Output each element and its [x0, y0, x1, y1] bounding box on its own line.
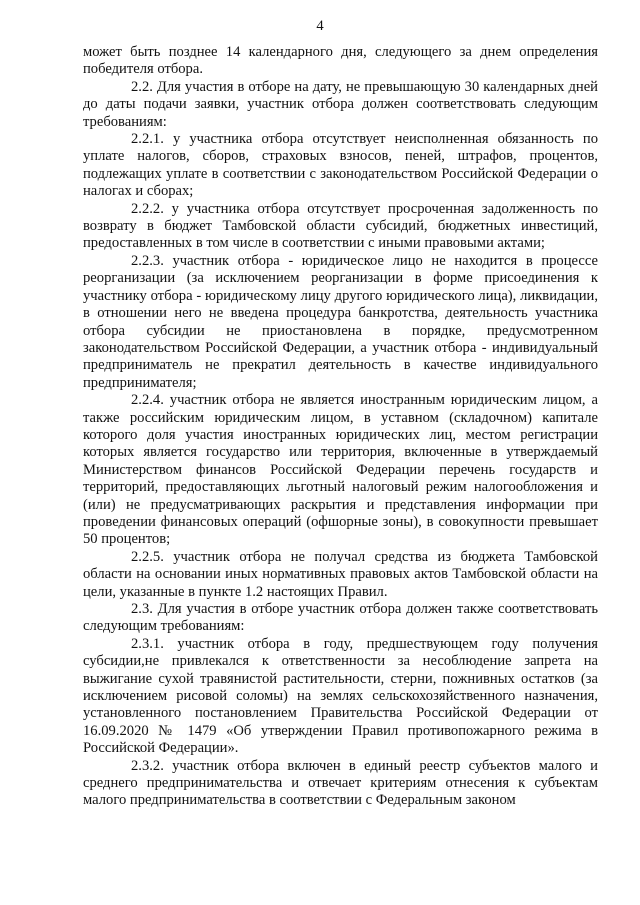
page-number: 4 — [316, 18, 324, 34]
paragraph-2-2: 2.2. Для участия в отборе на дату, не превышающую 30 календарных дней до даты подачи заявки, участник отбора должен соответствовать следующим требованиям: — [83, 78, 598, 130]
paragraph-2-2-4: 2.2.4. участник отбора не является иностранным юридическим лицом, а также российским юридическим лицом, в уставном (складочном) капитале которого доля участия иностранных юридических лиц, местом регистрации которых является государство или территория, включенные в утверждаемый Министерством финансов Российской Федерации перечень государств и территорий, предоставляющих льготный налоговый режим налогообложения и (или) не предусматривающих раскрытия и представления информации при проведении финансовых операций (офшорные зоны), в совокупности превышает 50 процентов; — [83, 392, 598, 548]
paragraph-2-2-3: 2.2.3. участник отбора - юридическое лицо не находится в процессе реорганизации (за исключением реорганизации в форме присоединения к участнику отбора - юридическому лицу другого юридического лица), ликвидации, в отношении него не введена процедура банкротства, деятельность участника отбора субсидии не приостановлена в порядке, предусмотренном законодательством Российской Федерации, а участник отбора - индивидуальный предприниматель не прекратил деятельность в качестве индивидуального предпринимателя; — [83, 252, 598, 391]
paragraph-2-2-2: 2.2.2. у участника отбора отсутствует просроченная задолженность по возврату в бюджет Тамбовской области субсидий, бюджетных инвестиций, предоставленных в том числе в соответствии с иными правовыми актами; — [83, 200, 598, 252]
paragraph-2-2-1: 2.2.1. у участника отбора отсутствует неисполненная обязанность по уплате налогов, сборов, страховых взносов, пеней, штрафов, процентов, подлежащих уплате в соответствии с законодательством Российской Федерации о налогах и сборах; — [83, 131, 598, 200]
paragraph-2-3-2: 2.3.2. участник отбора включен в единый реестр субъектов малого и среднего предпринимательства и отвечает критериям отнесения к субъектам малого предпринимательства в соответствии с Федеральным законом — [83, 757, 598, 809]
paragraph-2-3: 2.3. Для участия в отборе участник отбора должен также соответствовать следующим требованиям: — [83, 601, 598, 635]
paragraph-continuation: может быть позднее 14 календарного дня, следующего за днем определения победителя отбора. — [83, 44, 598, 78]
paragraph-2-2-5: 2.2.5. участник отбора не получал средства из бюджета Тамбовской области на основании иных нормативных правовых актов Тамбовской области на цели, указанные в пункте 1.2 настоящих Правил. — [83, 548, 598, 600]
document-body — [83, 44, 598, 810]
paragraph-2-3-1: 2.3.1. участник отбора в году, предшествующем году получения субсидии,не привлекался к ответственности за несоблюдение запрета на выжигание сухой травянистой растительности, стерни, пожнивных остатков (за исключением рисовой соломы) на землях сельскохозяйственного назначения, установленного постановлением Правительства Российской Федерации от 16.09.2020 № 1479 «Об утверждении Правил противопожарного режима в Российской Федерации». — [83, 635, 598, 757]
